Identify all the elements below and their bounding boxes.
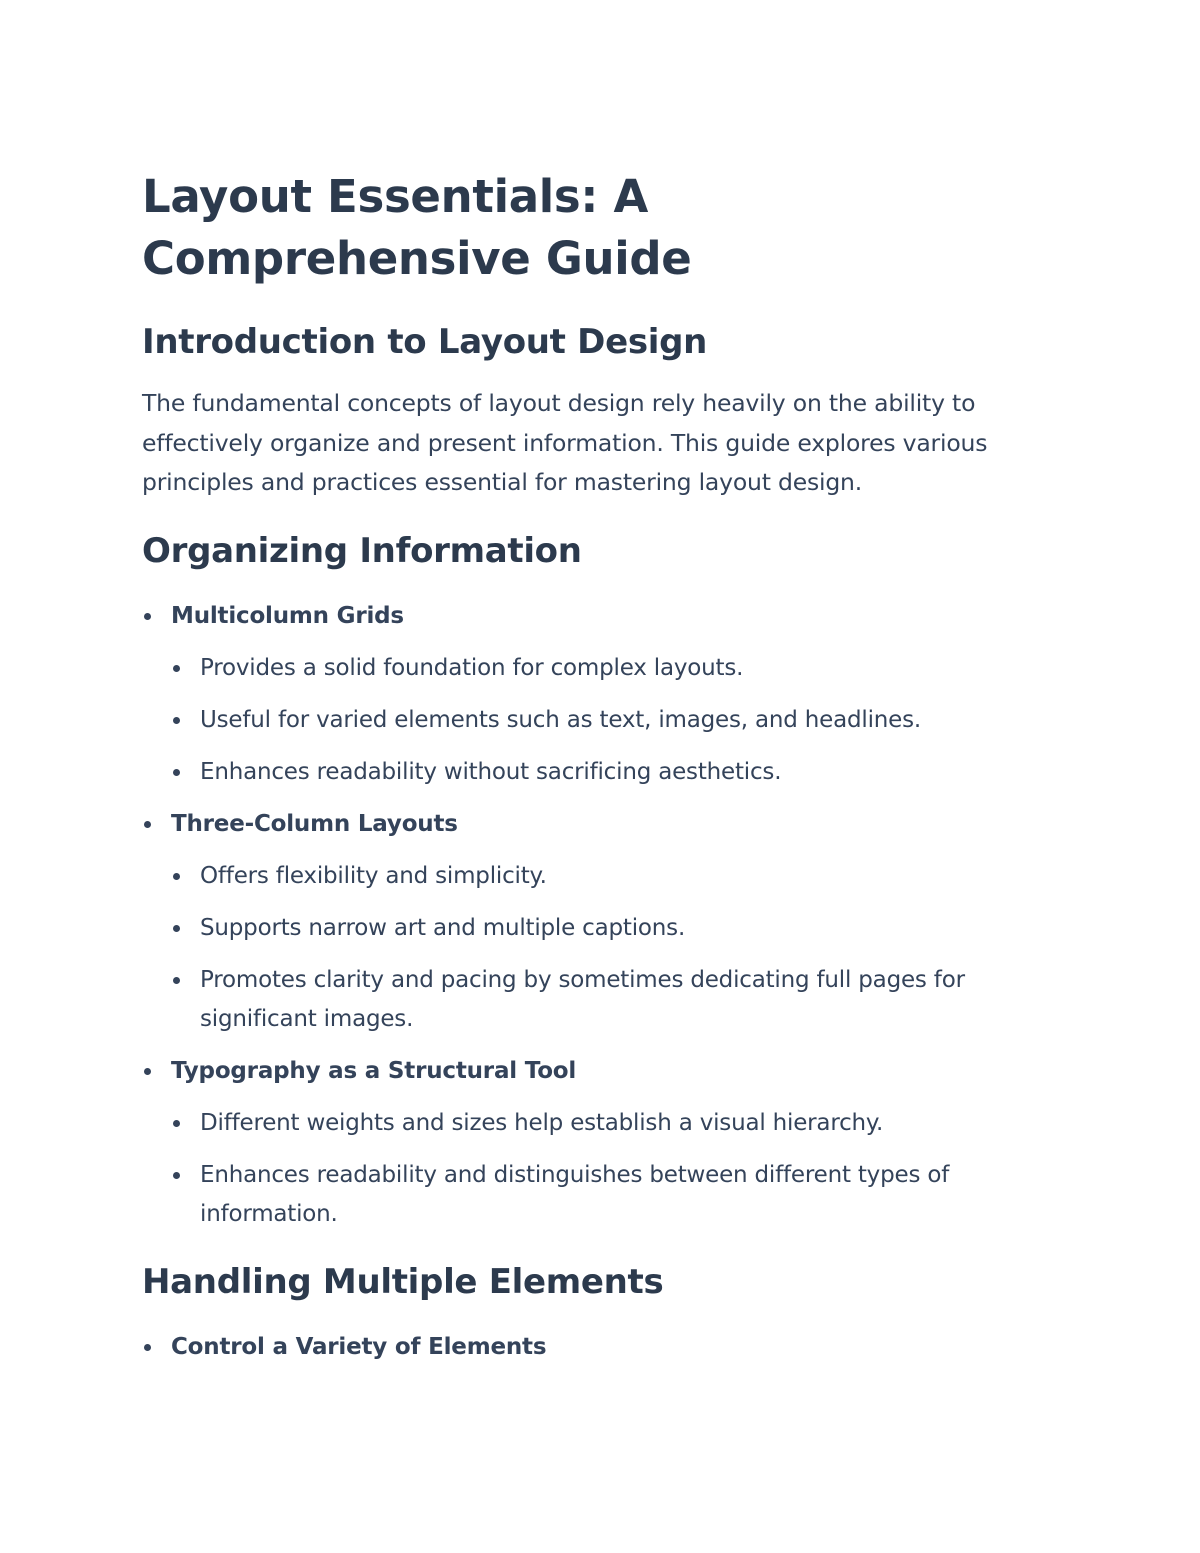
document-title: Layout Essentials: A Comprehensive Guide [142,170,692,285]
list-item-title-control-variety: Control a Variety of Elements [171,1333,547,1360]
list-item [142,805,1042,1039]
sub-list-item: Enhances readability and distinguishes between different types of information. [171,1156,1042,1234]
organizing-list [142,597,1042,1234]
sub-list [171,1104,1042,1234]
section-paragraph-introduction: The fundamental concepts of layout design rely heavily on the ability to effectively organize and present information. This guide explores various principles and practices essential for mastering layout design. [142,389,988,496]
list-item-title-three-column-layouts: Three-Column Layouts [171,810,458,837]
sub-list [171,857,1042,1039]
sub-list-item: Different weights and sizes help establish a visual hierarchy. [171,1104,1042,1143]
sub-list-item: Enhances readability without sacrificing aesthetics. [171,753,1042,792]
sub-list-item: Offers flexibility and simplicity. [171,857,1042,896]
sub-list-item: Supports narrow art and multiple captions. [171,909,1042,948]
document-page [142,166,1042,1380]
sub-list-item: Provides a solid foundation for complex layouts. [171,649,1042,688]
list-item [142,1328,1042,1367]
list-item [142,1052,1042,1234]
sub-list-item: Promotes clarity and pacing by sometimes dedicating full pages for significant images. [171,961,1042,1039]
section-heading-handling: Handling Multiple Elements [142,1261,664,1302]
sub-list [171,649,1042,792]
list-item-title-typography: Typography as a Structural Tool [171,1057,577,1084]
sub-list-item: Useful for varied elements such as text, images, and headlines. [171,701,1042,740]
handling-list [142,1328,1042,1367]
list-item [142,597,1042,792]
list-item-title-multicolumn-grids: Multicolumn Grids [171,602,404,629]
section-heading-introduction: Introduction to Layout Design [142,322,708,362]
section-heading-organizing: Organizing Information [142,530,582,571]
